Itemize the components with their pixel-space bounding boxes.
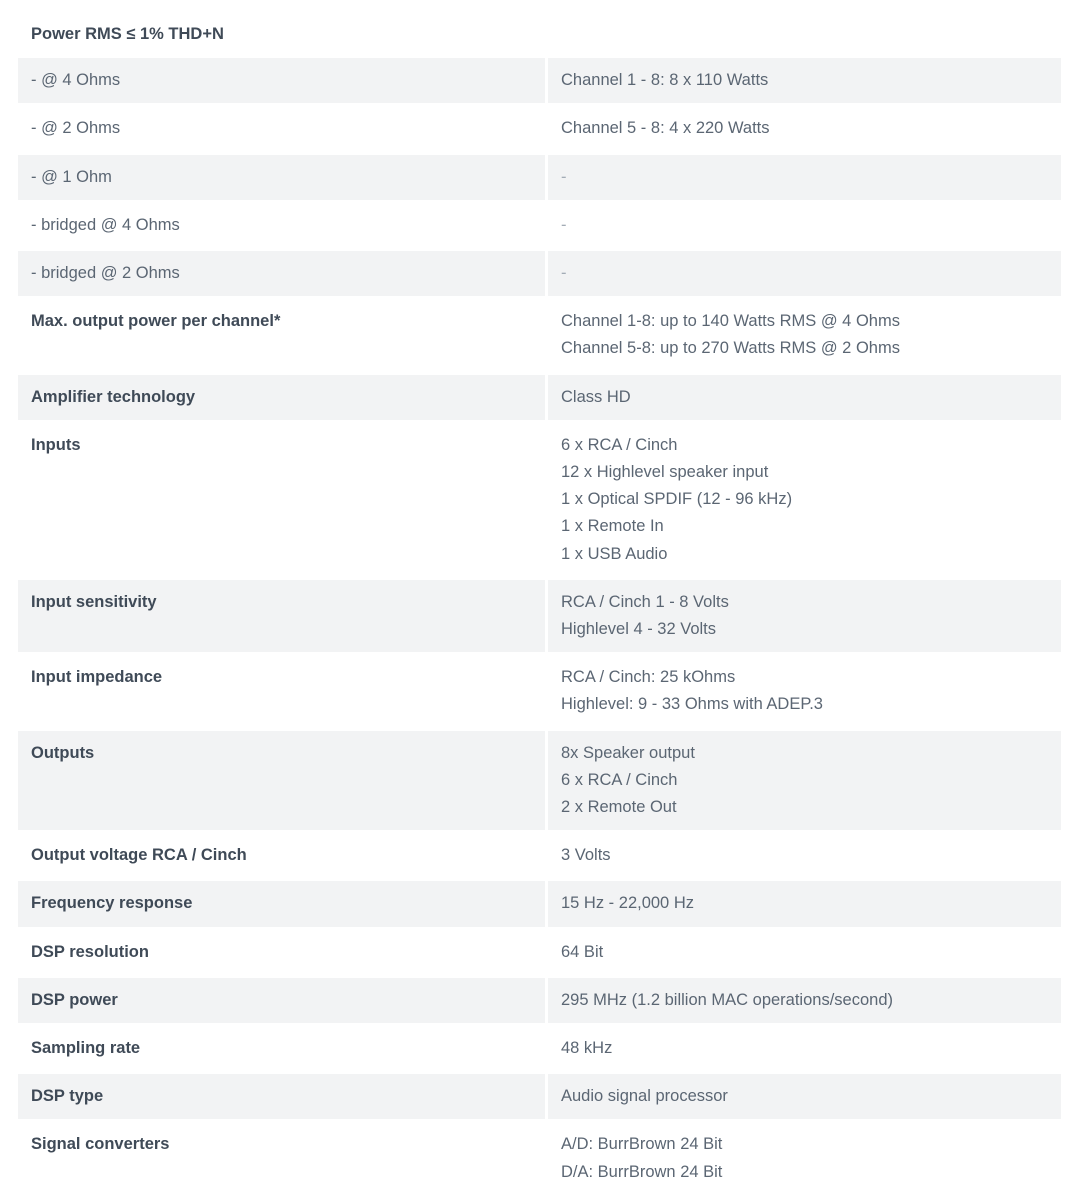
spec-header-row (18, 14, 1061, 55)
spec-label: - @ 1 Ohm (18, 155, 545, 200)
table-row (18, 299, 1061, 371)
spec-label: - bridged @ 4 Ohms (31, 215, 180, 234)
spec-label: - bridged @ 2 Ohms (18, 251, 545, 296)
spec-value-line: 2 x Remote Out (561, 798, 677, 817)
spec-value-line: Class HD (561, 387, 631, 406)
table-row (18, 1026, 1061, 1071)
spec-value (548, 1074, 1061, 1119)
spec-value-line: Channel 5-8: up to 270 Watts RMS @ 2 Ohms (561, 339, 900, 358)
table-row (18, 580, 1061, 652)
spec-value-line: 64 Bit (561, 942, 604, 961)
spec-label: DSP resolution (31, 942, 149, 961)
spec-value-line: - (561, 264, 567, 283)
spec-value-line: 1 x Optical SPDIF (12 - 96 kHz) (561, 490, 793, 509)
spec-value (548, 731, 1061, 831)
spec-value-line: 15 Hz - 22,000 Hz (561, 894, 694, 913)
spec-value-line: 48 kHz (561, 1039, 613, 1058)
spec-value-line: Highlevel: 9 - 33 Ohms with ADEP.3 (561, 695, 823, 714)
spec-value (548, 580, 1061, 652)
spec-value-line: 8x Speaker output (561, 743, 695, 762)
spec-table (18, 14, 1061, 1198)
table-row (18, 423, 1061, 577)
spec-value (548, 299, 1061, 371)
spec-header-label: Power RMS ≤ 1% THD+N (31, 25, 224, 43)
table-row (18, 155, 1061, 200)
spec-value (548, 1122, 1061, 1194)
spec-value (548, 930, 1061, 975)
spec-value-line: A/D: BurrBrown 24 Bit (561, 1135, 723, 1154)
spec-value-line: 1 x Remote In (561, 517, 664, 536)
table-row (18, 1122, 1061, 1194)
spec-value-line: 295 MHz (1.2 billion MAC operations/second) (561, 990, 893, 1009)
spec-label: Amplifier technology (18, 375, 545, 420)
table-row (18, 1074, 1061, 1119)
table-row (18, 930, 1061, 975)
spec-value (548, 106, 1061, 151)
spec-value (548, 203, 1061, 248)
table-row (18, 375, 1061, 420)
spec-value-line: - (561, 167, 567, 186)
spec-value (548, 978, 1061, 1023)
spec-label: Signal converters (31, 1135, 170, 1154)
spec-value-line: Channel 1 - 8: 8 x 110 Watts (561, 71, 769, 90)
spec-value (548, 251, 1061, 296)
spec-label: Frequency response (18, 881, 545, 926)
spec-label: Max. output power per channel* (31, 312, 281, 331)
spec-label: DSP power (18, 978, 545, 1023)
spec-value-line: RCA / Cinch 1 - 8 Volts (561, 592, 729, 611)
table-row (18, 655, 1061, 727)
spec-label: Input impedance (31, 668, 163, 687)
spec-label: Inputs (31, 435, 81, 454)
spec-value-line: 1 x USB Audio (561, 544, 668, 563)
spec-value-line: - (561, 215, 567, 234)
table-row (18, 833, 1061, 878)
spec-label: Sampling rate (31, 1039, 141, 1058)
spec-value (548, 423, 1061, 577)
spec-value-line: 6 x RCA / Cinch (561, 435, 678, 454)
spec-value-line: Audio signal processor (561, 1087, 728, 1106)
spec-value (548, 881, 1061, 926)
spec-value-line: Channel 5 - 8: 4 x 220 Watts (561, 119, 770, 138)
spec-label: Outputs (18, 731, 545, 831)
spec-value-line: Channel 1-8: up to 140 Watts RMS @ 4 Ohms (561, 312, 900, 331)
spec-value (548, 375, 1061, 420)
spec-value (548, 155, 1061, 200)
spec-label: Output voltage RCA / Cinch (31, 846, 247, 865)
table-row (18, 251, 1061, 296)
spec-value (548, 655, 1061, 727)
spec-label: - @ 2 Ohms (31, 119, 121, 138)
spec-value-line: Highlevel 4 - 32 Volts (561, 620, 717, 639)
spec-value-line: 12 x Highlevel speaker input (561, 463, 769, 482)
spec-value-line: 6 x RCA / Cinch (561, 770, 678, 789)
table-row (18, 978, 1061, 1023)
spec-value-line: 3 Volts (561, 846, 611, 865)
spec-rows (18, 58, 1061, 1195)
table-row (18, 203, 1061, 248)
table-row (18, 106, 1061, 151)
spec-value (548, 833, 1061, 878)
spec-label: - @ 4 Ohms (18, 58, 545, 103)
spec-value-line: D/A: BurrBrown 24 Bit (561, 1162, 723, 1181)
table-row (18, 58, 1061, 103)
table-row (18, 731, 1061, 831)
spec-value (548, 58, 1061, 103)
table-row (18, 881, 1061, 926)
spec-label: Input sensitivity (18, 580, 545, 652)
spec-label: DSP type (18, 1074, 545, 1119)
spec-value-line: RCA / Cinch: 25 kOhms (561, 668, 736, 687)
spec-value (548, 1026, 1061, 1071)
